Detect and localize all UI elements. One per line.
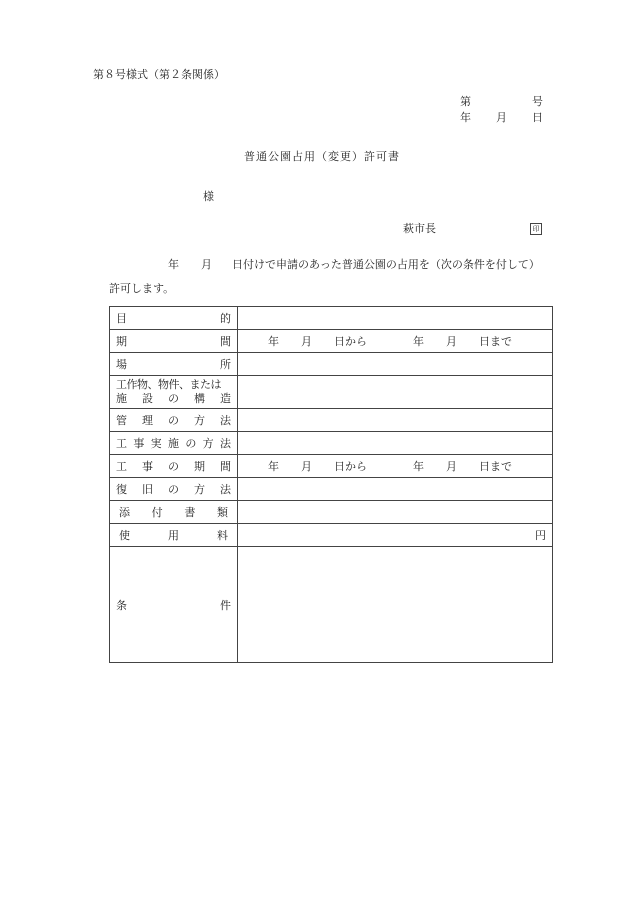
form-number: 第８号様式（第２条関係） [93, 68, 225, 81]
label-attachments: 添 付 書 類 [110, 501, 238, 524]
label-conditions: 条 件 [110, 547, 238, 663]
row-attachments [110, 501, 553, 524]
row-fee [110, 524, 553, 547]
doc-date-month: 月 [496, 111, 507, 124]
body-text: 日付けで申請のあった普通公園の占用を（次の条件を付して） [232, 258, 540, 271]
body-month: 月 [201, 258, 212, 271]
row-structure [110, 376, 553, 409]
document-number [460, 95, 543, 109]
fee-unit: 円 [535, 529, 546, 542]
permit-table [109, 306, 553, 663]
body-line-1 [168, 258, 540, 272]
value-construction-period[interactable]: 年 月 日から 年 月 日まで [238, 455, 553, 478]
label-purpose: 目 的 [110, 307, 238, 330]
value-place[interactable] [238, 353, 553, 376]
row-construction-period [110, 455, 553, 478]
value-conditions[interactable] [238, 547, 553, 663]
value-attachments[interactable] [238, 501, 553, 524]
row-purpose [110, 307, 553, 330]
label-construction-period: 工 事 の 期 間 [110, 455, 238, 478]
label-structure: 工作物、物件、または 施 設 の 構 造 [110, 376, 238, 409]
value-period[interactable]: 年 月 日から 年 月 日まで [238, 330, 553, 353]
value-construction-method[interactable] [238, 432, 553, 455]
label-fee: 使 用 料 [110, 524, 238, 547]
label-restoration: 復 旧 の 方 法 [110, 478, 238, 501]
body-line-2: 許可します。 [109, 282, 175, 295]
label-management: 管 理 の 方 法 [110, 409, 238, 432]
body-year: 年 [168, 258, 179, 271]
value-management[interactable] [238, 409, 553, 432]
document-title: 普通公園占用（変更）許可書 [244, 150, 400, 163]
label-period: 期 間 [110, 330, 238, 353]
value-structure[interactable] [238, 376, 553, 409]
doc-number-suffix: 号 [532, 95, 543, 108]
value-purpose[interactable] [238, 307, 553, 330]
document-date [460, 111, 543, 125]
seal-icon: 印 [530, 223, 542, 235]
doc-number-prefix: 第 [460, 95, 471, 108]
issuer: 萩市長 [403, 222, 436, 235]
row-place [110, 353, 553, 376]
label-place: 場 所 [110, 353, 238, 376]
row-construction-method [110, 432, 553, 455]
recipient-suffix: 様 [203, 190, 214, 203]
value-restoration[interactable] [238, 478, 553, 501]
row-period [110, 330, 553, 353]
row-conditions [110, 547, 553, 663]
row-restoration [110, 478, 553, 501]
doc-date-year: 年 [460, 111, 471, 124]
row-management [110, 409, 553, 432]
value-fee[interactable] [238, 524, 553, 547]
label-construction-method: 工 事 実 施 の 方 法 [110, 432, 238, 455]
doc-date-day: 日 [532, 111, 543, 124]
seal-mark [530, 222, 542, 236]
